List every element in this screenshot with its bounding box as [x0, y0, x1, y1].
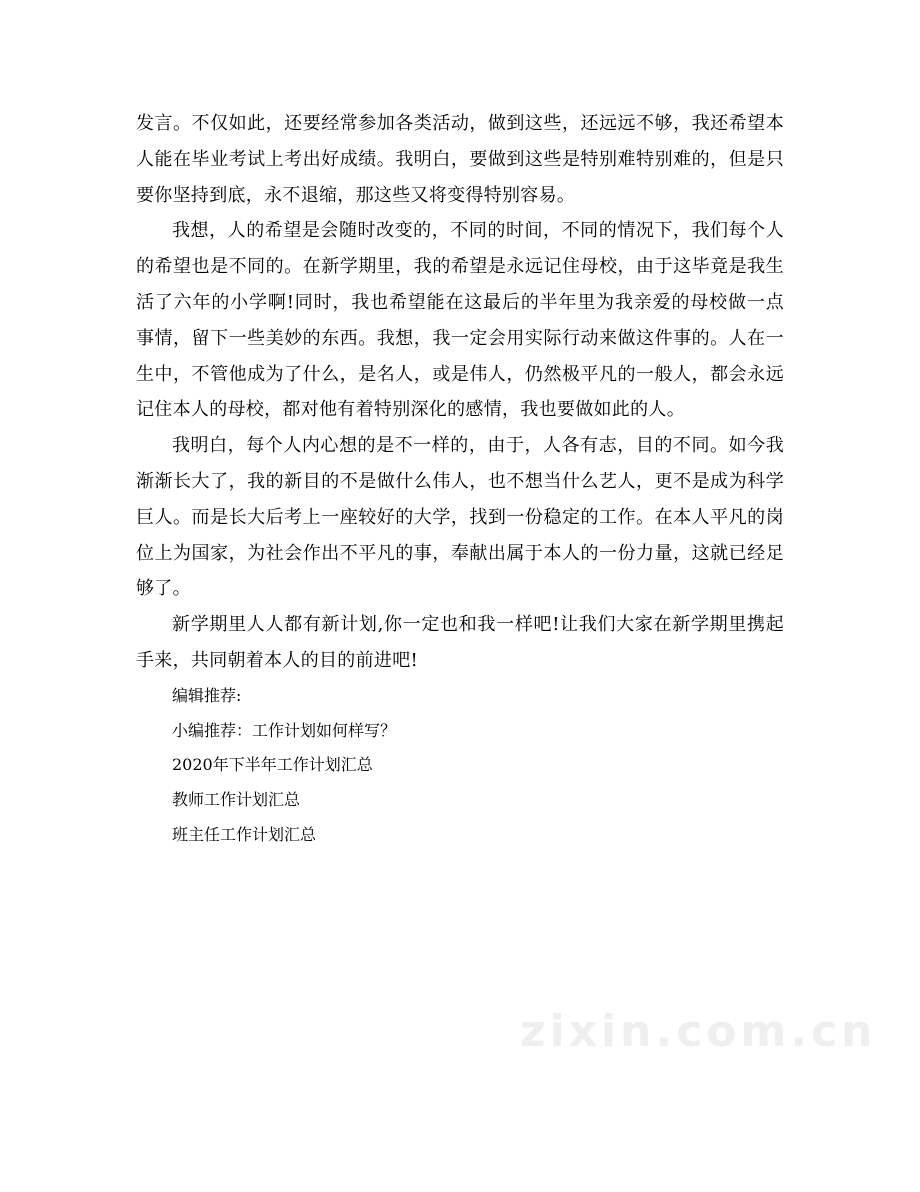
- watermark: zixin.com.cn: [520, 1006, 877, 1057]
- paragraph-3: 我明白，每个人内心想的是不一样的，由于，人各有志，目的不同。如今我渐渐长大了，我的新目的不是做什么伟人，也不想当什么艺人，更不是成为科学巨人。而是长大后考上一座较好的大学，找到一份稳定的工作。在本人平凡的岗位上为国家，为社会作出不平凡的事，奉献出属于本人的一份力量，这就已经足够了。: [136, 435, 784, 600]
- recommend-link-3[interactable]: 教师工作计划汇总: [172, 790, 301, 810]
- recommend-link-4[interactable]: 班主任工作计划汇总: [172, 824, 317, 844]
- paragraph-1: 发言。不仅如此，还要经常参加各类活动，做到这些，还远远不够，我还希望本人能在毕业考试上考出好成绩。我明白，要做到这些是特别难特别难的，但是只要你坚持到底，永不退缩，那这些又将变得特别容易。: [136, 113, 784, 206]
- recommend-list: [136, 714, 784, 853]
- document-body: [136, 106, 784, 853]
- paragraph-4: 新学期里人人都有新计划,你一定也和我一样吧!让我们大家在新学期里携起手来，共同朝着本人的目的前进吧!: [136, 614, 784, 671]
- recommend-label: 编辑推荐:: [172, 685, 242, 705]
- recommend-link-2[interactable]: 2020年下半年工作计划汇总: [172, 755, 373, 775]
- recommend-link-1[interactable]: 小编推荐：工作计划如何样写？: [172, 720, 397, 740]
- paragraph-2: 我想，人的希望是会随时改变的，不同的时间，不同的情况下，我们每个人的希望也是不同的。在新学期里，我的希望是永远记住母校，由于这毕竟是我生活了六年的小学啊!同时，我也希望能在这最后的半年里为我亲爱的母校做一点事情，留下一些美妙的东西。我想，我一定会用实际行动来做这件事的。人在一生中，不管他成为了什么，是名人，或是伟人，仍然极平凡的一般人，都会永远记住本人的母校，都对他有着特别深化的感情，我也要做如此的人。: [136, 220, 784, 421]
